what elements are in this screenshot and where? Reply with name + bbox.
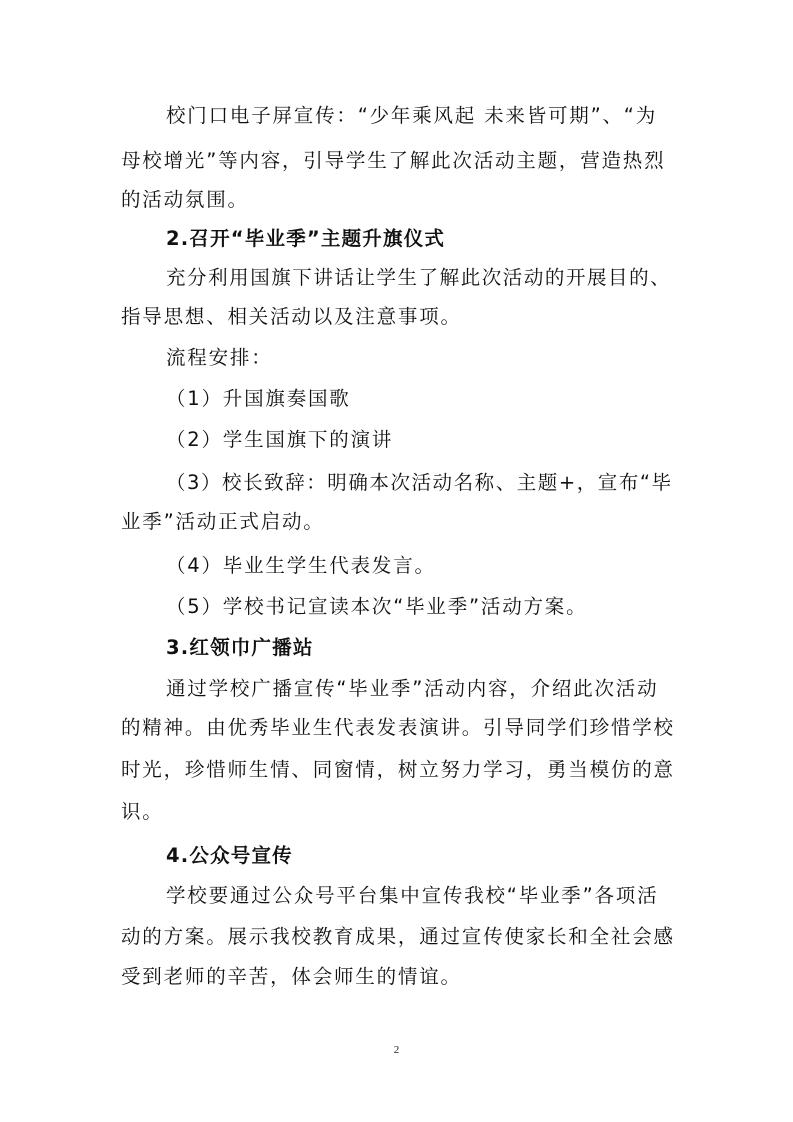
paragraph-line: 充分利用国旗下讲话让学生了解此次活动的开展目的、: [166, 266, 672, 289]
list-item: （4）毕业生学生代表发言。: [166, 554, 436, 577]
section-heading: 3.红领巾广播站: [166, 636, 314, 659]
paragraph-line: 母校增光”等内容，引导学生了解此次活动主题，营造热烈: [121, 149, 666, 172]
paragraph-line: 流程安排：: [166, 346, 273, 369]
list-item-continuation: 业季”活动正式启动。: [121, 510, 325, 533]
paragraph-line: 识。: [121, 800, 164, 823]
paragraph-line: 的精神。由优秀毕业生代表发表演讲。引导同学们珍惜学校: [121, 716, 675, 739]
paragraph-line: 时光，珍惜师生情、同窗情，树立努力学习，勇当模仿的意: [121, 758, 675, 781]
section-heading: 2.召开“毕业季”主题升旗仪式: [166, 227, 446, 250]
list-item: （5）学校书记宣读本次“毕业季”活动方案。: [166, 595, 588, 618]
paragraph-line: 通过学校广播宣传“毕业季”活动内容，介绍此次活动: [166, 677, 659, 700]
paragraph-line: 动的方案。展示我校教育成果，通过宣传使家长和全社会感: [121, 925, 675, 948]
page-number: 2: [393, 1044, 400, 1056]
list-item: （1）升国旗奏国歌: [166, 387, 351, 410]
list-item: （2）学生国旗下的演讲: [166, 428, 394, 451]
paragraph-line: 受到老师的辛苦，体会师生的情谊。: [121, 965, 462, 988]
paragraph-line: 指导思想、相关活动以及注意事项。: [121, 305, 462, 328]
list-item: （3）校长致辞：明确本次活动名称、主题+，宣布“毕: [166, 471, 673, 494]
paragraph-line: 学校要通过公众号平台集中宣传我校“毕业季”各项活: [166, 884, 659, 907]
paragraph-line: 校门口电子屏宣传：“少年乘风起 未来皆可期”、“为: [166, 104, 658, 127]
section-heading: 4.公众号宣传: [166, 844, 293, 867]
paragraph-line: 的活动氛围。: [121, 188, 249, 211]
